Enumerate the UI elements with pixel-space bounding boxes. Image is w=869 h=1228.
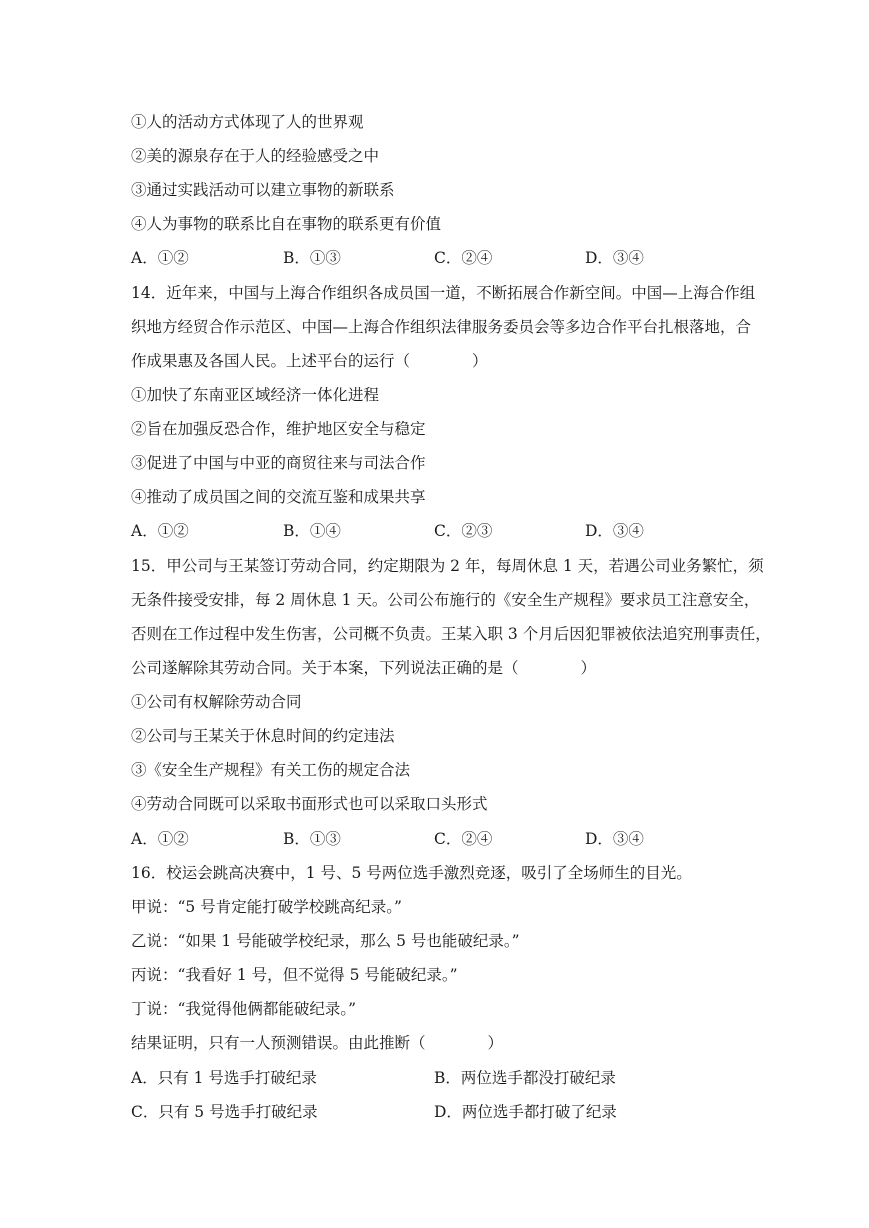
q15-item-2: ②公司与王某关于休息时间的约定违法 bbox=[131, 727, 395, 745]
q15-option-d: D．③④ bbox=[585, 830, 644, 848]
q15-option-a: A．①② bbox=[131, 830, 189, 848]
q13-item-3: ③通过实践活动可以建立事物的新联系 bbox=[131, 181, 395, 199]
q15-item-4: ④劳动合同既可以采取书面形式也可以采取口头形式 bbox=[131, 795, 488, 813]
q13-item-1: ①人的活动方式体现了人的世界观 bbox=[131, 113, 364, 131]
q15-option-b: B．①③ bbox=[283, 830, 341, 848]
q16-option-d: D．两位选手都打破了纪录 bbox=[434, 1103, 617, 1121]
q16-option-b: B．两位选手都没打破纪录 bbox=[434, 1069, 616, 1087]
q16-statement-jia: 甲说：“5 号肯定能打破学校跳高纪录。” bbox=[131, 898, 402, 916]
q15-option-c: C．②④ bbox=[434, 830, 493, 848]
q13-item-4: ④人为事物的联系比自在事物的联系更有价值 bbox=[131, 215, 442, 233]
q15-stem-line-1: 15．甲公司与王某签订劳动合同，约定期限为 2 年，每周休息 1 天，若遇公司业务繁忙，须 bbox=[131, 557, 764, 575]
q13-option-d: D．③④ bbox=[585, 249, 644, 267]
q16-statement-yi: 乙说：“如果 1 号能破学校纪录，那么 5 号也能破纪录。” bbox=[131, 932, 520, 950]
q14-item-2: ②旨在加强反恐合作，维护地区安全与稳定 bbox=[131, 420, 426, 438]
q14-item-1: ①加快了东南亚区域经济一体化进程 bbox=[131, 386, 380, 404]
q14-stem-line-3: 作成果惠及各国人民。上述平台的运行（ ） bbox=[131, 352, 488, 370]
q13-item-2: ②美的源泉存在于人的经验感受之中 bbox=[131, 147, 380, 165]
q14-option-b: B．①④ bbox=[283, 522, 341, 540]
q15-stem-line-3: 否则在工作过程中发生伤害，公司概不负责。王某入职 3 个月后因犯罪被依法追究刑事责任， bbox=[131, 625, 771, 643]
q13-options bbox=[131, 248, 751, 268]
q14-option-d: D．③④ bbox=[585, 522, 644, 540]
q16-option-a: A．只有 1 号选手打破纪录 bbox=[131, 1069, 317, 1087]
q14-option-c: C．②③ bbox=[434, 522, 493, 540]
q15-options bbox=[131, 829, 751, 849]
q13-option-a: A．①② bbox=[131, 249, 189, 267]
q14-options bbox=[131, 521, 751, 541]
q16-options-row-1 bbox=[131, 1068, 751, 1088]
q13-option-c: C．②④ bbox=[434, 249, 493, 267]
q13-option-b: B．①③ bbox=[283, 249, 341, 267]
q16-statement-ding: 丁说：“我觉得他俩都能破纪录。” bbox=[131, 1000, 357, 1018]
q15-item-3: ③《安全生产规程》有关工伤的规定合法 bbox=[131, 761, 411, 779]
q14-option-a: A．①② bbox=[131, 522, 189, 540]
q16-option-c: C．只有 5 号选手打破纪录 bbox=[131, 1103, 318, 1121]
q15-stem-line-4: 公司遂解除其劳动合同。关于本案，下列说法正确的是（ ） bbox=[131, 659, 597, 677]
q16-conclusion: 结果证明，只有一人预测错误。由此推断（ ） bbox=[131, 1034, 504, 1052]
q16-statement-bing: 丙说：“我看好 1 号，但不觉得 5 号能破纪录。” bbox=[131, 966, 458, 984]
q15-stem-line-2: 无条件接受安排，每 2 周休息 1 天。公司公布施行的《安全生产规程》要求员工注意安全， bbox=[131, 591, 760, 609]
q16-stem-line-1: 16．校运会跳高决赛中，1 号、5 号两位选手激烈竞逐，吸引了全场师生的目光。 bbox=[131, 864, 692, 882]
q14-item-3: ③促进了中国与中亚的商贸往来与司法合作 bbox=[131, 454, 426, 472]
q14-item-4: ④推动了成员国之间的交流互鉴和成果共享 bbox=[131, 488, 426, 506]
q16-options-row-2 bbox=[131, 1102, 751, 1122]
q14-stem-line-1: 14．近年来，中国与上海合作组织各成员国一道，不断拓展合作新空间。中国—上海合作组 bbox=[131, 284, 756, 302]
q14-stem-line-2: 织地方经贸合作示范区、中国—上海合作组织法律服务委员会等多边合作平台扎根落地，合 bbox=[131, 318, 752, 336]
q15-item-1: ①公司有权解除劳动合同 bbox=[131, 693, 302, 711]
